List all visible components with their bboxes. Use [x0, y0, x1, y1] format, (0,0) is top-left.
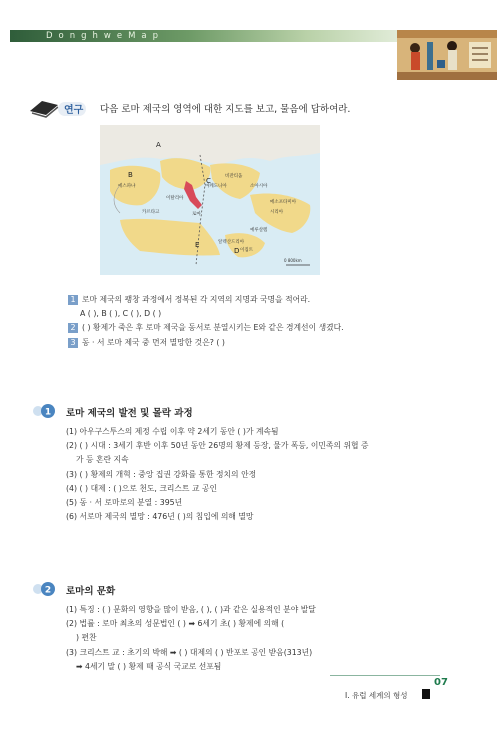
question-2: 2 ( ) 황제가 죽은 후 로마 제국을 동서로 분열시키는 E와 같은 경계선이 생겼다.: [68, 322, 344, 334]
egyptian-mural-image: [397, 30, 497, 80]
list-item: (3) 크리스트 교 : 초기의 박해 ➡ ( ) 대제의 ( ) 반포로 공인 받음(313년): [66, 647, 313, 657]
section-1-list: [66, 425, 476, 524]
research-badge-label: 연구: [64, 105, 84, 116]
chapter-title: I. 유럽 세계의 형성: [345, 691, 408, 700]
page-header: [0, 0, 500, 88]
map-place-syria: 시리아: [270, 210, 284, 215]
map-place-byzantium: 비잔티움: [225, 174, 243, 179]
list-item: ) 편찬: [76, 633, 97, 643]
map-label-c: C: [206, 177, 211, 185]
list-item: (5) 동 · 서 로마로의 분열 : 395년: [66, 498, 183, 508]
map-place-mesopotamia: 메소포타미아: [270, 200, 297, 205]
map-label-d: D: [234, 247, 240, 255]
list-item: ➡ 4세기 말 ( ) 황제 때 공식 국교로 선포됨: [76, 661, 222, 671]
page-number: 07: [434, 677, 448, 688]
footer-marker: [422, 689, 430, 699]
map-place-alexandria: 알렉산드리아: [218, 240, 245, 245]
question-1: 1 로마 제국의 팽창 과정에서 정복된 각 지역의 지명과 국명을 적어라.: [68, 294, 310, 306]
question-number-1: 1: [68, 295, 78, 305]
section-1-bullet: [32, 402, 56, 420]
map-label-b: B: [128, 171, 133, 179]
list-item: (2) ( ) 시대 : 3세기 후반 이후 50년 동안 26명의 황제 등장, 물가 폭등, 이민족의 위협 증: [66, 441, 369, 451]
map-place-rome: 로마: [192, 212, 201, 217]
list-item: (1) 특징 : ( ) 문화의 영향을 많이 받음, ( ), ( )과 같은 실용적인 분야 발달: [66, 605, 316, 614]
list-item: (4) ( ) 대제 : ( )으로 천도, 크리스트 교 공인: [66, 483, 218, 493]
section-2-list: [66, 603, 481, 674]
map-label-e: E: [195, 241, 200, 249]
map-place-egypt: 이집트: [240, 248, 254, 253]
map-place-asia-minor: 소아시아: [250, 184, 268, 189]
section-2-bullet: [32, 580, 56, 598]
section-1-title: 로마 제국의 발전 및 몰락 과정: [66, 408, 193, 419]
question-number-2: 2: [68, 323, 78, 333]
map-place-carthage: 카르타고: [142, 210, 160, 215]
list-item: (2) 법률 : 로마 최초의 성문법인 ( ) ➡ 6세기 초( ) 황제에 의해 (: [66, 619, 285, 629]
list-item: 가 등 혼란 지속: [76, 455, 129, 465]
research-badge: [28, 97, 88, 119]
list-item: (1) 아우구스투스의 제정 수립 이후 약 2세기 동안 ( )가 계속됨: [66, 427, 279, 436]
map-place-italy: 이탈리아: [166, 196, 184, 201]
footer-rule: [330, 675, 440, 676]
series-title: DonghweMap: [46, 31, 165, 41]
section-1-number: 1: [44, 407, 52, 418]
question-3: 3 동 · 서 로마 제국 중 먼저 멸망한 것은? ( ): [68, 337, 225, 349]
map-place-spain: 에스파냐: [118, 184, 136, 189]
research-question: 다음 로마 제국의 영역에 대한 지도를 보고, 물음에 답하여라.: [100, 104, 351, 115]
section-2-number: 2: [44, 585, 52, 596]
question-1-answers: A ( ), B ( ), C ( ), D ( ): [80, 309, 162, 318]
map-label-a: A: [156, 141, 161, 149]
section-2-title: 로마의 문화: [66, 586, 116, 597]
roman-empire-map: [100, 125, 320, 275]
map-scale: 0 800km: [284, 258, 302, 263]
map-place-macedonia: 마케도니아: [205, 184, 227, 189]
map-place-jerusalem: 예루살렘: [250, 228, 268, 233]
list-item: (6) 서로마 제국의 멸망 : 476년 ( )의 침입에 의해 멸망: [66, 512, 254, 522]
question-number-3: 3: [68, 338, 78, 348]
list-item: (3) ( ) 황제의 개혁 : 중앙 집권 강화를 통한 정치의 안정: [66, 469, 257, 479]
